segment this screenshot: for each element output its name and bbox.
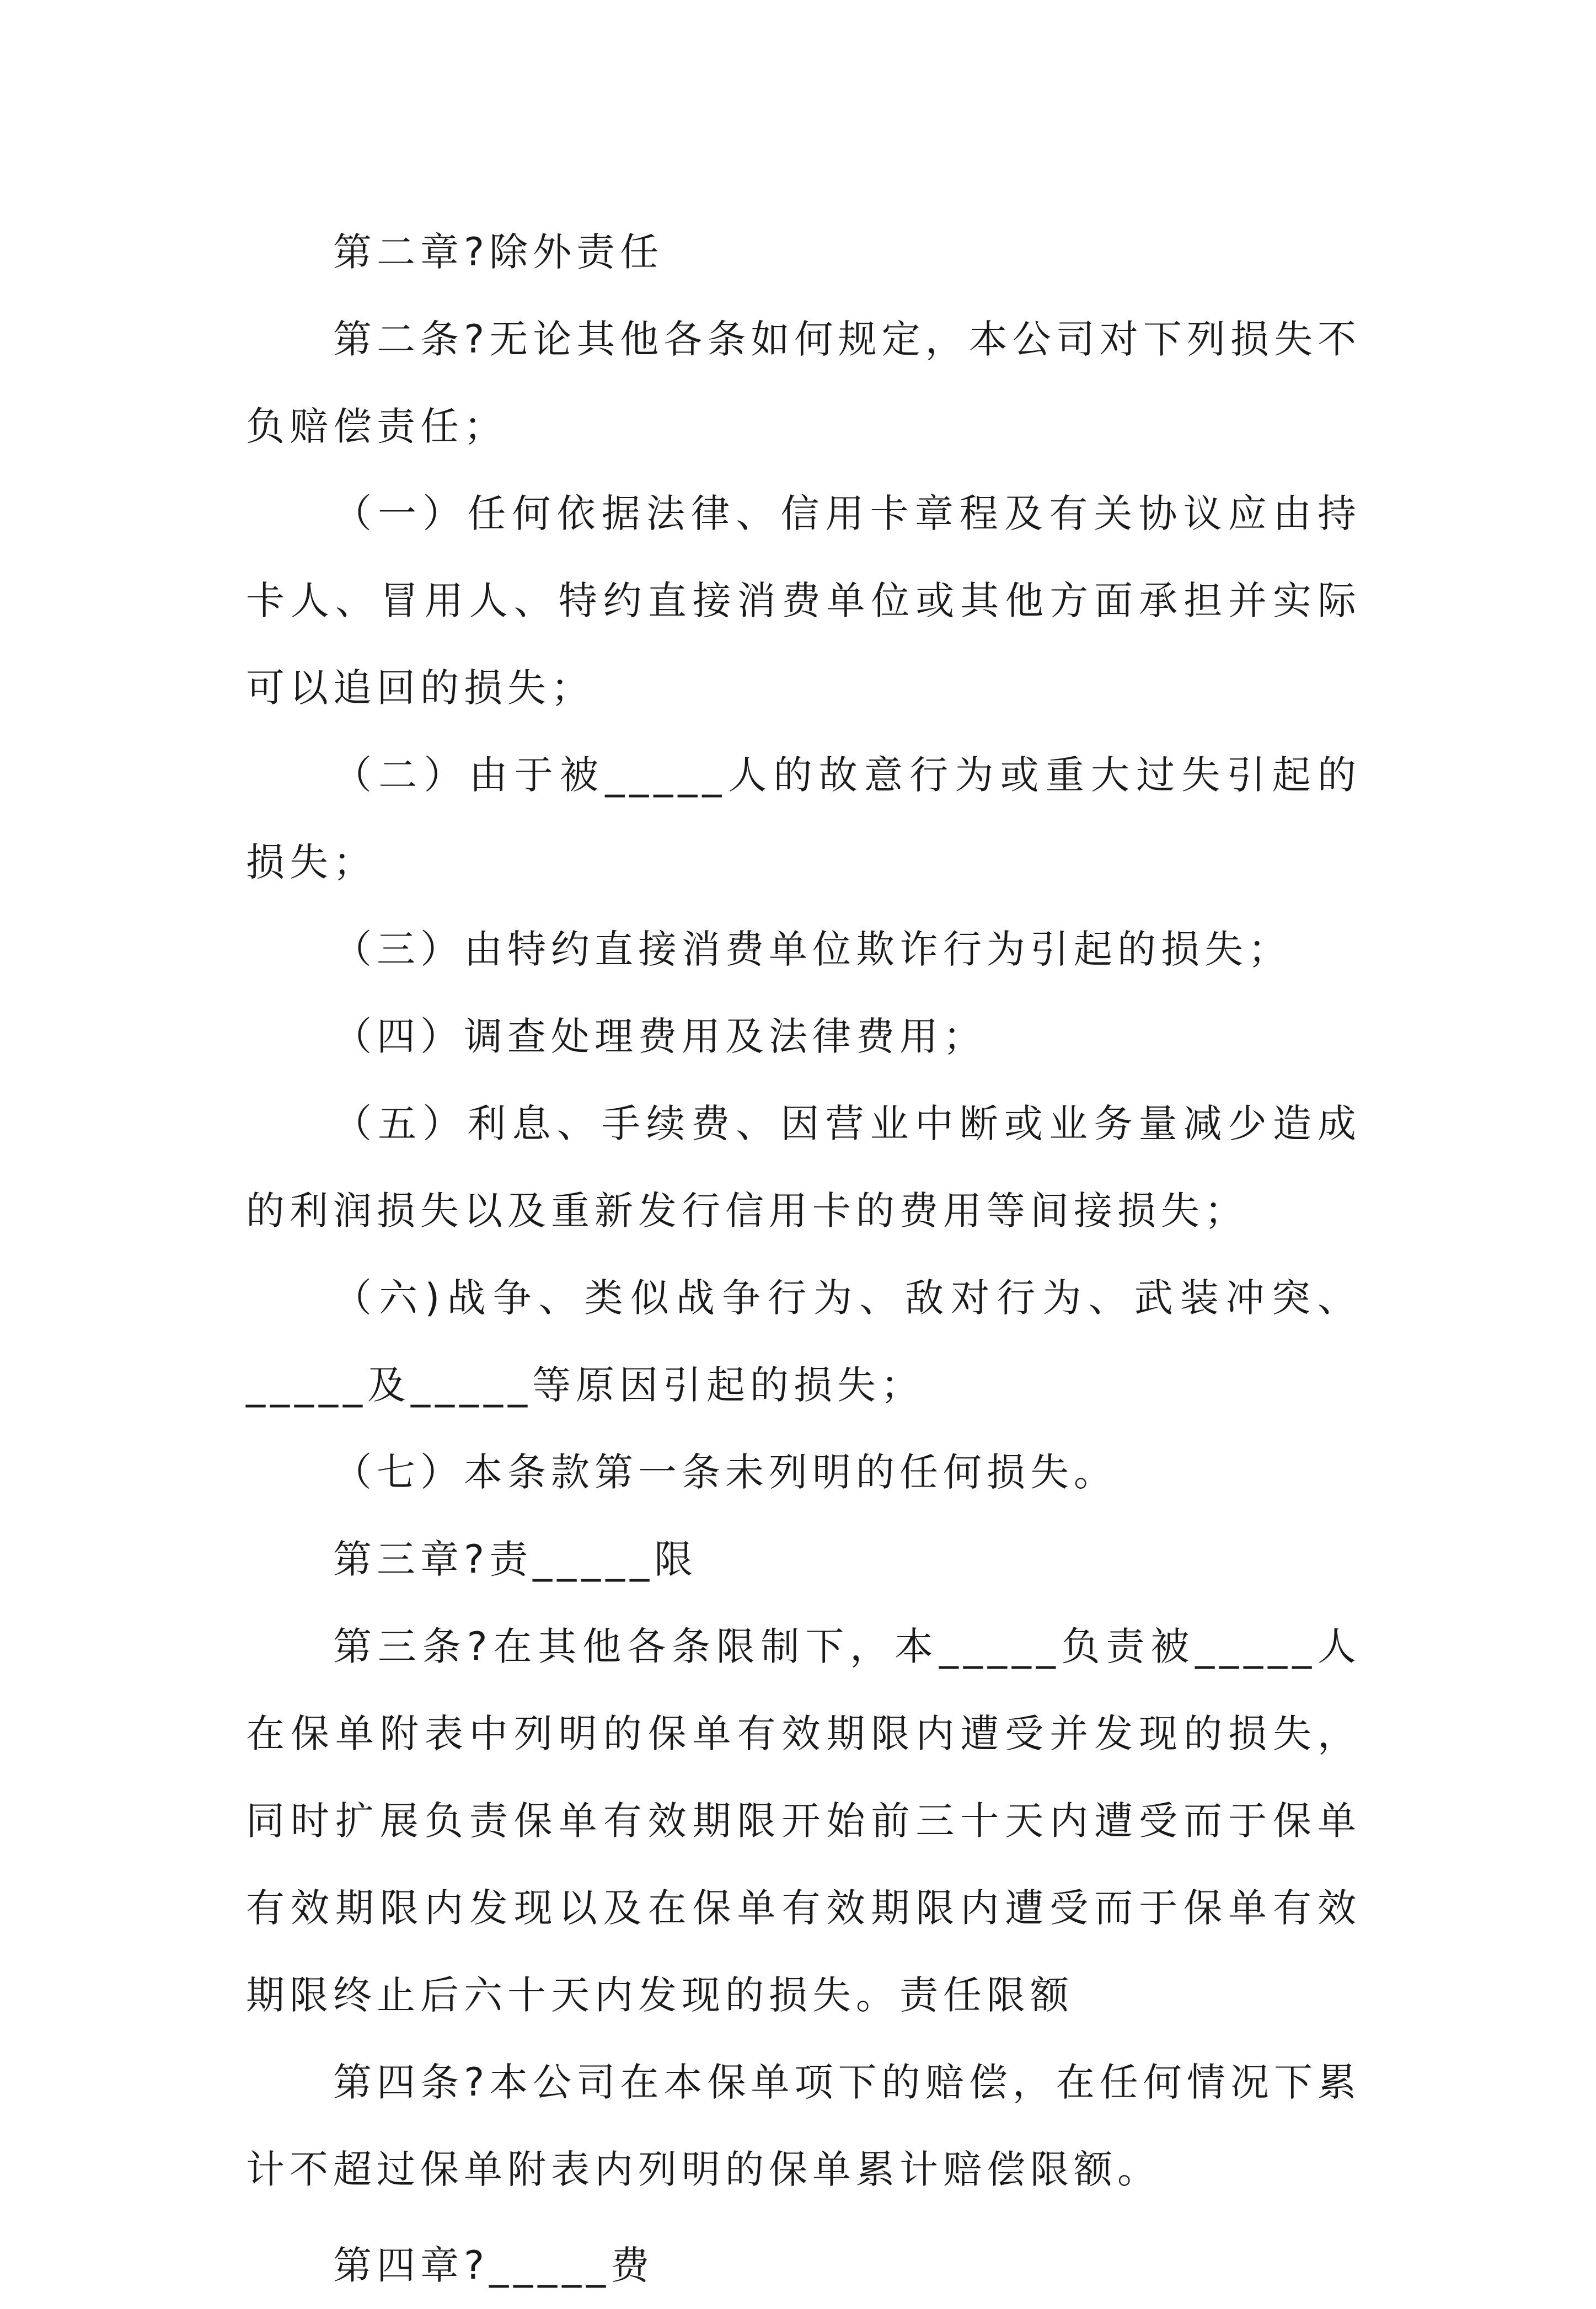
document-body xyxy=(246,209,1361,2309)
chapter-4-heading: 第四章?_____费 xyxy=(333,2243,655,2288)
article-2: 第二条?无论其他各条如何规定，本公司对下列损失不负赔偿责任； xyxy=(246,317,1361,449)
article-2-item-1: （一）任何依据法律、信用卡章程及有关协议应由持卡人、冒用人、特约直接消费单位或其他方面承担并实际可以追回的损失； xyxy=(246,491,1361,710)
article-4: 第四条?本公司在本保单项下的赔偿，在任何情况下累计不超过保单附表内列明的保单累计赔偿限额。 xyxy=(246,2060,1361,2192)
article-2-item-6: （六)战争、类似战争行为、敌对行为、武装冲突、_____及_____等原因引起的损失； xyxy=(246,1275,1361,1408)
chapter-3-heading: 第三章?责_____限 xyxy=(333,1537,698,1582)
article-2-item-3: （三）由特约直接消费单位欺诈行为引起的损失； xyxy=(333,927,1292,972)
article-2-item-2: （二）由于被_____人的故意行为或重大过失引起的损失； xyxy=(246,752,1361,885)
article-2-item-7: （七）本条款第一条未列明的任何损失。 xyxy=(333,1450,1117,1495)
article-3: 第三条?在其他各条限制下，本_____负责被_____人在保单附表中列明的保单有效期限内遭受并发现的损失，同时扩展负责保单有效期限开始前三十天内遭受而于保单有效期限内发现以及在保单有效期限内遭受而于保单有效期限终止后六十天内发现的损失。责任限额 xyxy=(246,1624,1361,2018)
chapter-2-heading: 第二章?除外责任 xyxy=(333,229,664,275)
article-2-item-4: （四）调查处理费用及法律费用； xyxy=(333,1014,987,1059)
article-2-item-5: （五）利息、手续费、因营业中断或业务量减少造成的利润损失以及重新发行信用卡的费用等间接损失； xyxy=(246,1101,1361,1233)
